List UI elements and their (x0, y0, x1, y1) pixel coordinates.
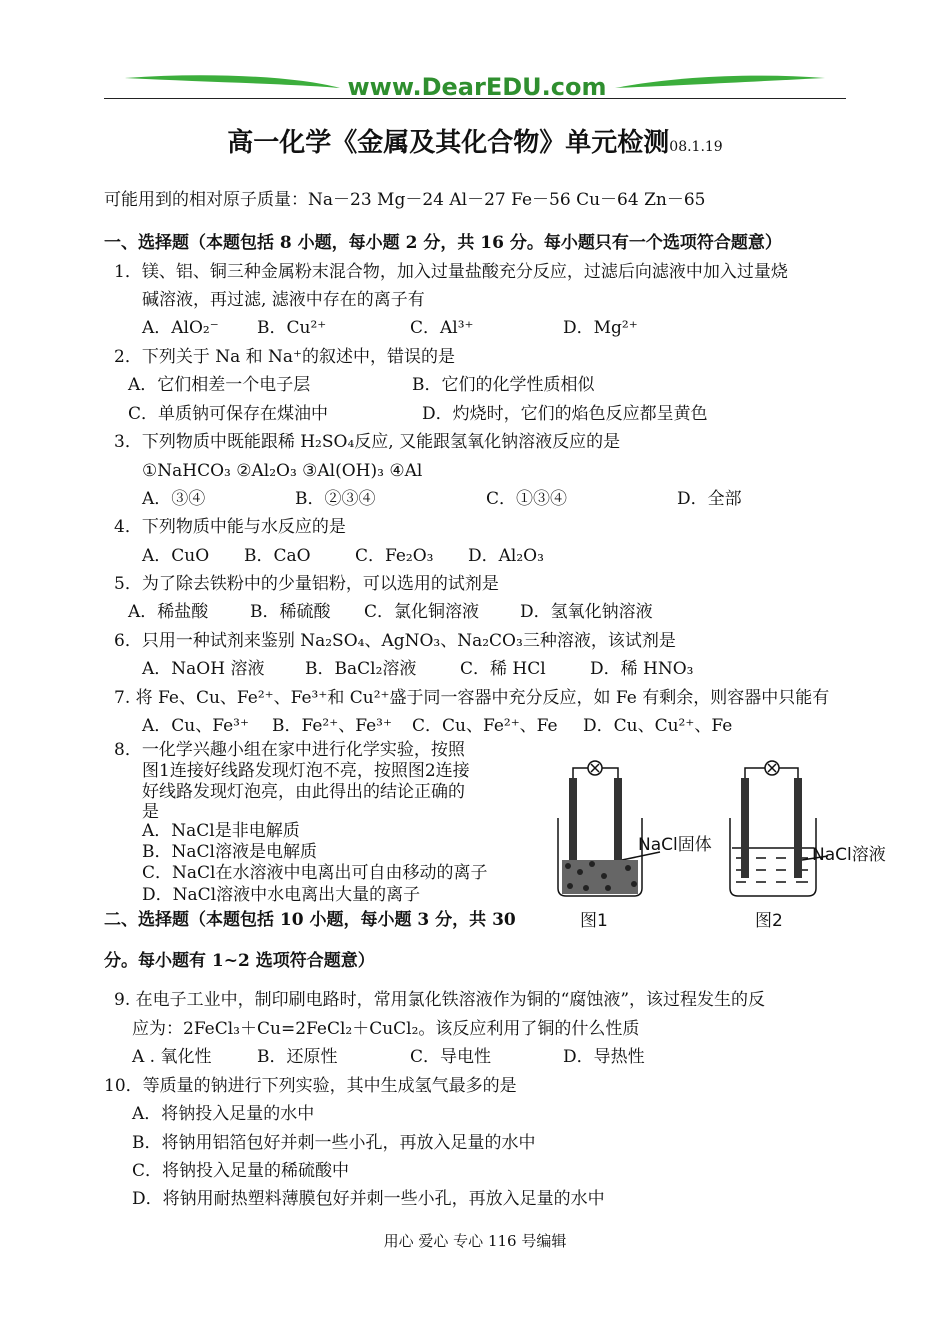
q8-option-d: D．NaCl溶液中水电离出大量的离子 (142, 885, 421, 905)
q10-option-a: A．将钠投入足量的水中 (132, 1104, 315, 1124)
q3-option-d: D．全部 (677, 489, 742, 509)
q8-option-c: C．NaCl在水溶液中电离出可自由移动的离子 (142, 863, 488, 883)
logo-text: www.DearEDU.com (347, 73, 607, 100)
figure1-label: NaCl固体 (638, 835, 712, 855)
q9-stem: 9. 在电子工业中，制印刷电路时，常用氯化铁溶液作为铜的“腐蚀液”，该过程发生的反 (114, 990, 766, 1010)
q6-option-c: C．稀 HCl (460, 659, 546, 679)
q7-option-c: C．Cu、Fe²⁺、Fe (412, 716, 558, 736)
q9-stem-cont: 应为：2FeCl₃＋Cu=2FeCl₂＋CuCl₂。该反应利用了铜的什么性质 (132, 1019, 640, 1039)
page-footer: 用心 爱心 专心 116 号编辑 (383, 1232, 567, 1250)
title-date: 08.1.19 (669, 139, 723, 155)
q1-stem: 1．镁、铝、铜三种金属粉末混合物，加入过量盐酸充分反应，过滤后向滤液中加入过量烧 (114, 262, 788, 282)
site-logo (125, 70, 825, 100)
q8-option-a: A．NaCl是非电解质 (142, 821, 300, 841)
q2-option-b: B．它们的化学性质相似 (412, 375, 595, 395)
q5-option-a: A．稀盐酸 (128, 602, 209, 622)
q10-option-b: B．将钠用铝箔包好并刺一些小孔，再放入足量的水中 (132, 1133, 536, 1153)
q6-stem: 6．只用一种试剂来鉴别 Na₂SO₄、AgNO₃、Na₂CO₃三种溶液，该试剂是 (114, 631, 676, 651)
q5-option-d: D．氢氧化钠溶液 (520, 602, 653, 622)
figure1-caption: 图1 (580, 911, 608, 931)
q1-stem-cont: 碱溶液，再过滤, 滤液中存在的离子有 (142, 290, 425, 310)
q5-stem: 5．为了除去铁粉中的少量铝粉，可以选用的试剂是 (114, 574, 499, 594)
section1-heading: 一、选择题（本题包括 8 小题，每小题 2 分，共 16 分。每小题只有一个选项符合题意） (104, 233, 782, 253)
q8-line4: 是 (142, 802, 159, 822)
q4-option-c: C．Fe₂O₃ (355, 546, 434, 566)
q10-option-c: C．将钠投入足量的稀硫酸中 (132, 1161, 350, 1181)
q8-line3: 好线路发现灯泡亮，由此得出的结论正确的 (142, 782, 465, 802)
figure2-label: NaCl溶液 (812, 845, 886, 865)
q6-option-a: A．NaOH 溶液 (142, 659, 265, 679)
header-rule (104, 98, 846, 99)
q6-option-b: B．BaCl₂溶液 (305, 659, 417, 679)
q3-items: ①NaHCO₃ ②Al₂O₃ ③Al(OH)₃ ④Al (142, 461, 423, 481)
q7-option-b: B．Fe²⁺、Fe³⁺ (272, 716, 392, 736)
q2-option-d: D．灼烧时，它们的焰色反应都呈黄色 (422, 404, 708, 424)
q1-option-b: B．Cu²⁺ (257, 318, 327, 338)
q10-option-d: D．将钠用耐热塑料薄膜包好并刺一些小孔，再放入足量的水中 (132, 1189, 605, 1209)
q5-option-b: B．稀硫酸 (250, 602, 331, 622)
page-title: 高一化学《金属及其化合物》单元检测08.1.19 (227, 128, 723, 158)
q7-option-a: A．Cu、Fe³⁺ (142, 716, 249, 736)
q8-line2: 图1连接好线路发现灯泡不亮，按照图2连接 (142, 761, 470, 781)
q7-option-d: D．Cu、Cu²⁺、Fe (583, 716, 733, 736)
q9-option-a: A . 氧化性 (132, 1047, 212, 1067)
q8-figure (550, 748, 900, 933)
q9-option-b: B．还原性 (257, 1047, 338, 1067)
q3-option-a: A．③④ (142, 489, 206, 509)
q3-option-b: B．②③④ (295, 489, 376, 509)
q8-option-b: B．NaCl溶液是电解质 (142, 842, 317, 862)
q8-line1: 8．一化学兴趣小组在家中进行化学实验，按照 (114, 740, 465, 760)
q4-option-d: D．Al₂O₃ (468, 546, 544, 566)
q4-option-b: B．CaO (244, 546, 311, 566)
section2-heading-line1: 二、选择题（本题包括 10 小题，每小题 3 分，共 30 (104, 910, 516, 930)
q6-option-d: D．稀 HNO₃ (590, 659, 694, 679)
q7-stem: 7. 将 Fe、Cu、Fe²⁺、Fe³⁺和 Cu²⁺盛于同一容器中充分反应，如 Fe 有剩余，则容器中只能有 (114, 688, 830, 708)
q1-option-c: C．Al³⁺ (410, 318, 474, 338)
q2-stem: 2．下列关于 Na 和 Na⁺的叙述中，错误的是 (114, 347, 456, 367)
q2-option-a: A．它们相差一个电子层 (128, 375, 311, 395)
q4-option-a: A．CuO (142, 546, 210, 566)
figure2-caption: 图2 (755, 911, 783, 931)
q9-option-c: C．导电性 (410, 1047, 492, 1067)
q1-option-d: D．Mg²⁺ (563, 318, 638, 338)
q4-stem: 4．下列物质中能与水反应的是 (114, 517, 346, 537)
atomic-masses: 可能用到的相对原子质量：Na－23 Mg－24 Al－27 Fe－56 Cu－64 Zn－65 (104, 190, 706, 210)
q3-option-c: C．①③④ (486, 489, 568, 509)
q9-option-d: D．导热性 (563, 1047, 645, 1067)
q3-stem: 3．下列物质中既能跟稀 H₂SO₄反应, 又能跟氢氧化钠溶液反应的是 (114, 432, 621, 452)
q5-option-c: C．氯化铜溶液 (364, 602, 480, 622)
q2-option-c: C．单质钠可保存在煤油中 (128, 404, 329, 424)
q1-option-a: A．AlO₂⁻ (142, 318, 219, 338)
section2-heading-line2: 分。每小题有 1~2 选项符合题意） (104, 951, 375, 971)
q10-stem: 10．等质量的钠进行下列实验，其中生成氢气最多的是 (104, 1076, 517, 1096)
